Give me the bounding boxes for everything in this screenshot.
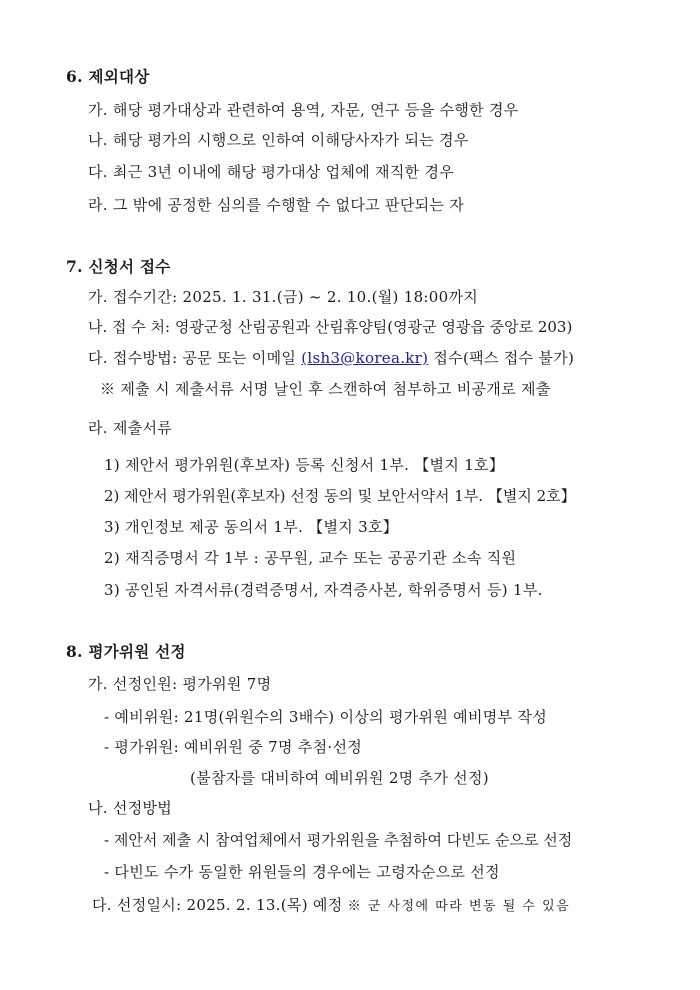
evaluation-members: - 평가위원: 예비위원 중 7명 추첨·선정 [104, 738, 363, 756]
date-text: 다. 선정일시: 2025. 2. 13.(목) 예정 [92, 896, 348, 914]
section-heading: 7. 신청서 접수 [66, 257, 171, 276]
document-item: 1) 제안서 평가위원(후보자) 등록 신청서 1부. 【별지 1호】 [104, 456, 505, 474]
exclusion-item: 다. 최근 3년 이내에 해당 평가대상 업체에 재직한 경우 [88, 163, 455, 181]
application-method [88, 348, 574, 368]
section-heading: 6. 제외대상 [66, 67, 150, 86]
section-heading: 8. 평가위원 선정 [66, 642, 186, 661]
document-item: 2) 재직증명서 각 1부 : 공무원, 교수 또는 공공기관 소속 직원 [104, 549, 517, 567]
method-suffix: 접수(팩스 접수 불가) [428, 349, 575, 367]
exclusion-item: 나. 해당 평가의 시행으로 인하여 이해당사자가 되는 경우 [88, 131, 469, 149]
application-place: 나. 접 수 처: 영광군청 산림공원과 산림휴양팀(영광군 영광읍 중앙로 203) [88, 318, 573, 336]
reserve-members: - 예비위원: 21명(위원수의 3배수) 이상의 평가위원 예비명부 작성 [104, 708, 547, 726]
document-item: 2) 제안서 평가위원(후보자) 선정 동의 및 보안서약서 1부. 【별지 2호】 [104, 487, 576, 505]
method-item: - 다빈도 수가 동일한 위원들의 경우에는 고령자순으로 선정 [104, 863, 500, 881]
application-period: 가. 접수기간: 2025. 1. 31.(금) ~ 2. 10.(월) 18:00까지 [88, 288, 479, 306]
selection-count: 가. 선정인원: 평가위원 7명 [88, 675, 272, 693]
submission-note: ※ 제출 시 제출서류 서명 날인 후 스캔하여 첨부하고 비공개로 제출 [100, 380, 551, 398]
method-label: 나. 선정방법 [88, 799, 173, 817]
exclusion-item: 가. 해당 평가대상과 관련하여 용역, 자문, 연구 등을 수행한 경우 [88, 101, 519, 119]
members-note: (불참자를 대비하여 예비위원 2명 추가 선정) [190, 769, 489, 787]
documents-label: 라. 제출서류 [88, 419, 173, 437]
email-link[interactable]: (lsh3@korea.kr) [301, 349, 429, 367]
date-note: ※ 군 사정에 따라 변동 될 수 있음 [347, 899, 571, 914]
method-item: - 제안서 제출 시 참여업체에서 평가위원을 추첨하여 다빈도 순으로 선정 [104, 831, 573, 849]
document-item: 3) 개인정보 제공 동의서 1부. 【별지 3호】 [104, 518, 399, 536]
method-prefix: 다. 접수방법: 공문 또는 이메일 [88, 349, 302, 367]
exclusion-item: 라. 그 밖에 공정한 심의를 수행할 수 없다고 판단되는 자 [88, 196, 465, 214]
selection-date [92, 895, 570, 917]
document-item: 3) 공인된 자격서류(경력증명서, 자격증사본, 학위증명서 등) 1부. [104, 581, 543, 599]
